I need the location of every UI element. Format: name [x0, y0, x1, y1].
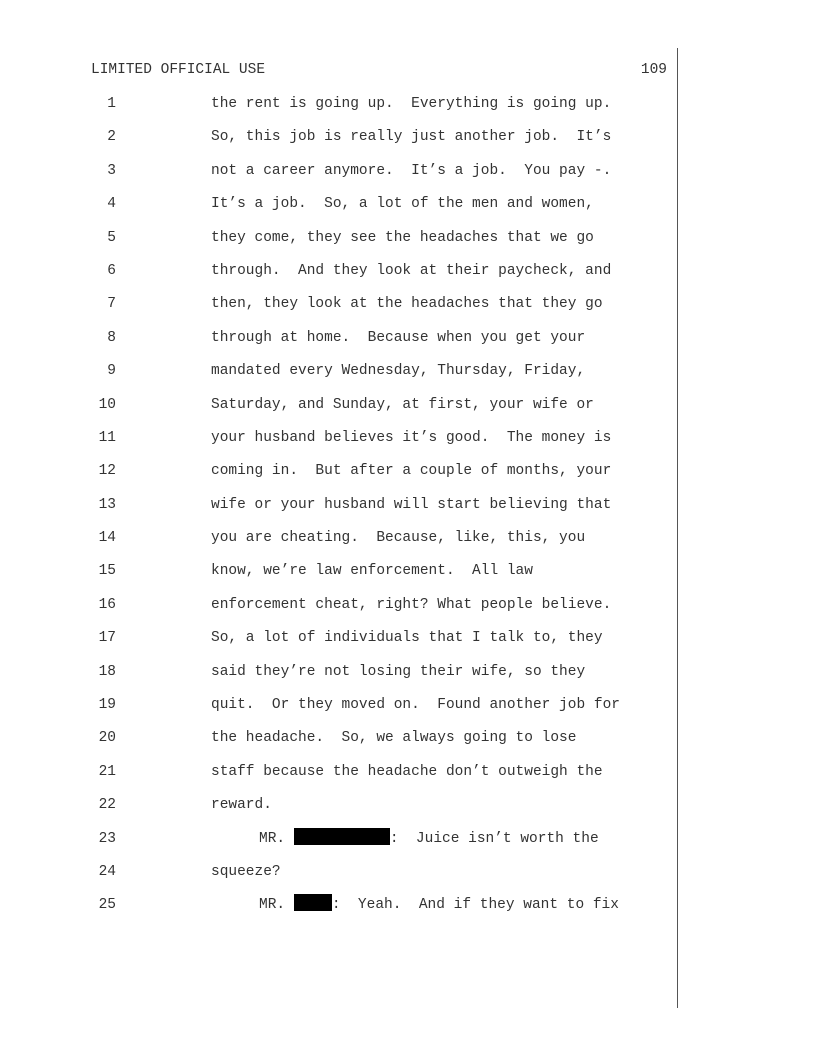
transcript-line [0, 227, 677, 260]
line-text: quit. Or they moved on. Found another job for [211, 697, 620, 714]
line-text: So, a lot of individuals that I talk to, they [211, 630, 603, 647]
transcript-line [0, 794, 677, 827]
line-number: 2 [107, 129, 116, 146]
line-text: Saturday, and Sunday, at first, your wife or [211, 396, 594, 413]
transcript-line [0, 627, 677, 660]
line-text: know, we’re law enforcement. All law [211, 563, 533, 580]
line-number: 17 [98, 630, 116, 647]
line-text: enforcement cheat, right? What people believe. [211, 596, 612, 613]
transcript-line [0, 527, 677, 560]
line-number: 14 [98, 530, 116, 547]
line-text: wife or your husband will start believing that [211, 496, 612, 513]
line-number: 1 [107, 96, 116, 112]
line-number: 12 [98, 463, 116, 480]
transcript-line [0, 293, 677, 326]
transcript-line [0, 727, 677, 760]
line-text: squeeze? [211, 863, 281, 880]
transcript-line [0, 460, 677, 493]
transcript-line [0, 160, 677, 193]
transcript-line [0, 861, 677, 894]
line-number: 18 [98, 663, 116, 680]
transcript-line [0, 694, 677, 727]
transcript-body [0, 93, 677, 928]
transcript-line [0, 560, 677, 593]
speaker-line [259, 894, 619, 916]
line-text: mandated every Wednesday, Thursday, Friday, [211, 363, 586, 380]
line-text: not a career anymore. It’s a job. You pay -. [211, 162, 612, 179]
line-number: 21 [98, 763, 116, 780]
line-number: 4 [107, 196, 116, 213]
transcript-line [0, 661, 677, 694]
transcript-line [0, 360, 677, 393]
line-text: then, they look at the headaches that they go [211, 296, 603, 313]
line-number: 25 [98, 897, 116, 914]
transcript-line [0, 761, 677, 794]
transcript-line [0, 828, 677, 861]
transcript-line [0, 494, 677, 527]
line-text: your husband believes it’s good. The money is [211, 429, 612, 446]
line-text: they come, they see the headaches that we go [211, 229, 594, 246]
transcript-line [0, 394, 677, 427]
transcript-line [0, 126, 677, 159]
transcript-line [0, 327, 677, 360]
line-number: 9 [107, 363, 116, 380]
transcript-line [0, 93, 677, 126]
speaker-prefix: MR. [259, 897, 294, 914]
line-text: reward. [211, 797, 272, 814]
speaker-text: : Juice isn’t worth the [389, 830, 599, 847]
line-number: 5 [107, 229, 116, 246]
line-number: 13 [98, 496, 116, 513]
speaker-text: : Yeah. And if they want to fix [331, 897, 619, 914]
line-number: 19 [98, 697, 116, 714]
line-number: 3 [107, 162, 116, 179]
line-text: the rent is going up. Everything is going up. [211, 96, 612, 112]
transcript-line [0, 894, 677, 927]
line-text: through at home. Because when you get your [211, 329, 586, 346]
line-number: 10 [98, 396, 116, 413]
line-number: 11 [98, 429, 116, 446]
line-text: you are cheating. Because, like, this, you [211, 530, 586, 547]
line-text: the headache. So, we always going to lose [211, 730, 577, 747]
speaker-line [259, 828, 599, 850]
line-number: 7 [107, 296, 116, 313]
right-margin-rule [677, 48, 678, 1008]
speaker-prefix: MR. [259, 830, 294, 847]
line-text: So, this job is really just another job. It’s [211, 129, 612, 146]
redaction-bar [294, 894, 332, 911]
line-number: 20 [98, 730, 116, 747]
line-text: staff because the headache don’t outweigh the [211, 763, 603, 780]
line-text: through. And they look at their paycheck, and [211, 262, 612, 279]
line-number: 23 [98, 830, 116, 847]
redaction-bar [294, 828, 390, 845]
line-text: coming in. But after a couple of months, your [211, 463, 612, 480]
line-number: 15 [98, 563, 116, 580]
line-number: 16 [98, 596, 116, 613]
line-number: 24 [98, 863, 116, 880]
line-number: 6 [107, 262, 116, 279]
line-number: 8 [107, 329, 116, 346]
line-number: 22 [98, 797, 116, 814]
line-text: It’s a job. So, a lot of the men and women, [211, 196, 594, 213]
line-text: said they’re not losing their wife, so they [211, 663, 586, 680]
transcript-line [0, 260, 677, 293]
transcript-line [0, 427, 677, 460]
transcript-line [0, 193, 677, 226]
classification-header: LIMITED OFFICIAL USE [91, 62, 266, 78]
transcript-line [0, 594, 677, 627]
page-number: 109 [640, 62, 667, 78]
